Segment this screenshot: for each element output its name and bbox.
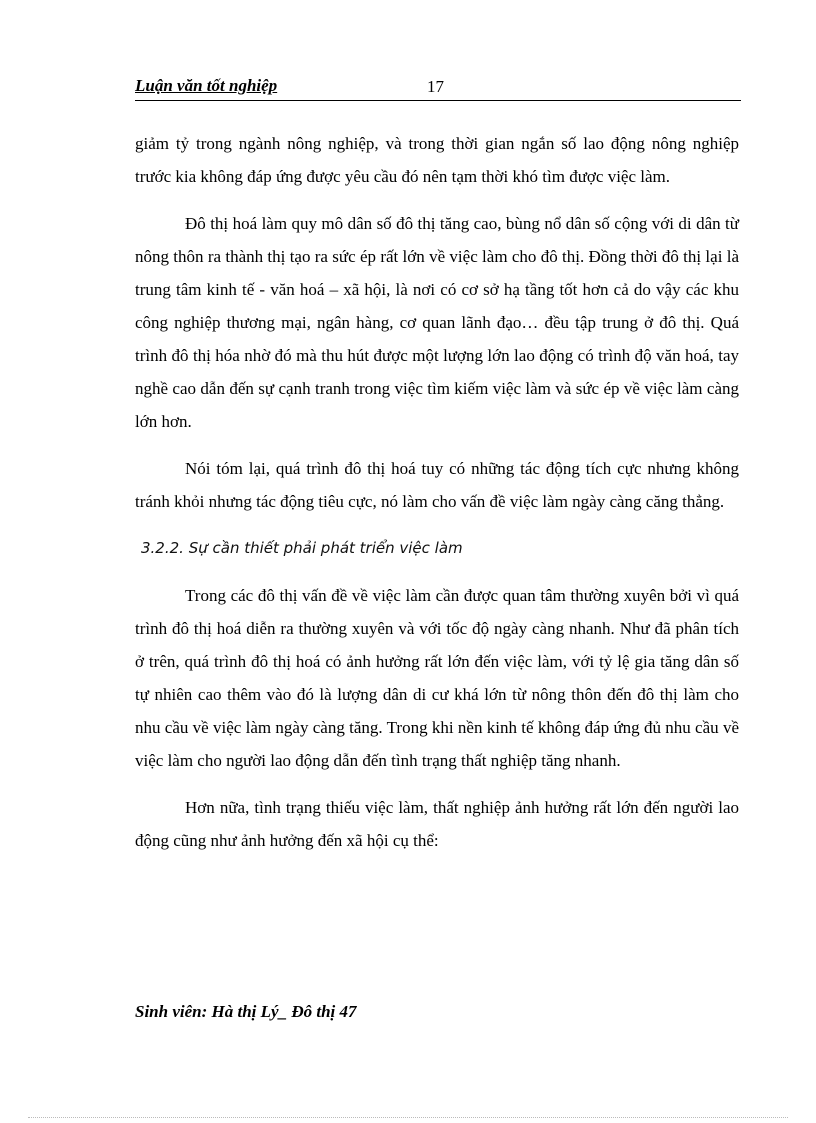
paragraph: Đô thị hoá làm quy mô dân số đô thị tăng cao, bùng nổ dân số cộng với di dân từ nông thôn ra thành thị tạo ra sức ép rất lớn về việc làm cho đô thị. Đồng thời đô thị lại là trung tâm kinh tế - văn hoá – xã hội, là nơi có cơ sở hạ tầng tốt hơn cả do vậy các khu công nghiệp thương mại, ngân hàng, cơ quan lãnh đạo… đều tập trung ở đô thị. Quá trình đô thị hóa nhờ đó mà thu hút được một lượng lớn lao động có trình độ văn hoá, tay nghề cao dẫn đến sự cạnh tranh trong việc tìm kiếm việc làm và sức ép về việc làm càng lớn hơn. (135, 214, 739, 431)
paragraph: Hơn nữa, tình trạng thiếu việc làm, thất nghiệp ảnh hưởng rất lớn đến người lao động cũng như ảnh hưởng đến xã hội cụ thể: (135, 798, 739, 850)
page-footer: Sinh viên: Hà thị Lý_ Đô thị 47 (135, 1002, 357, 1021)
paragraph: Trong các đô thị vấn đề về việc làm cần được quan tâm thường xuyên bởi vì quá trình đô thị hoá diễn ra thường xuyên và với tốc độ ngày càng nhanh. Như đã phân tích ở trên, quá trình đô thị hoá có ảnh hưởng rất lớn đến việc làm, với tỷ lệ gia tăng dân số tự nhiên cao thêm vào đó là lượng dân di cư khá lớn từ nông thôn đến đô thị làm cho nhu cầu về việc làm ngày càng tăng. Trong khi nền kinh tế không đáp ứng đủ nhu cầu về việc làm cho người lao động dẫn đến tình trạng thất nghiệp tăng nhanh. (135, 586, 739, 770)
body-text (135, 127, 739, 871)
paragraph: Nói tóm lại, quá trình đô thị hoá tuy có những tác động tích cực nhưng không tránh khỏi nhưng tác động tiêu cực, nó làm cho vấn đề việc làm ngày càng căng thẳng. (135, 459, 739, 511)
page-number: 17 (427, 77, 444, 96)
paragraph-continued: giảm tỷ trong ngành nông nghiệp, và trong thời gian ngắn số lao động nông nghiệp trước kia không đáp ứng được yêu cầu đó nên tạm thời khó tìm được việc làm. (135, 134, 739, 186)
page-header (135, 74, 741, 101)
section-heading: 3.2.2. Sự cần thiết phải phát triển việc làm (141, 539, 463, 557)
page-bottom-divider (28, 1117, 788, 1118)
header-title: Luận văn tốt nghiệp (135, 76, 278, 95)
